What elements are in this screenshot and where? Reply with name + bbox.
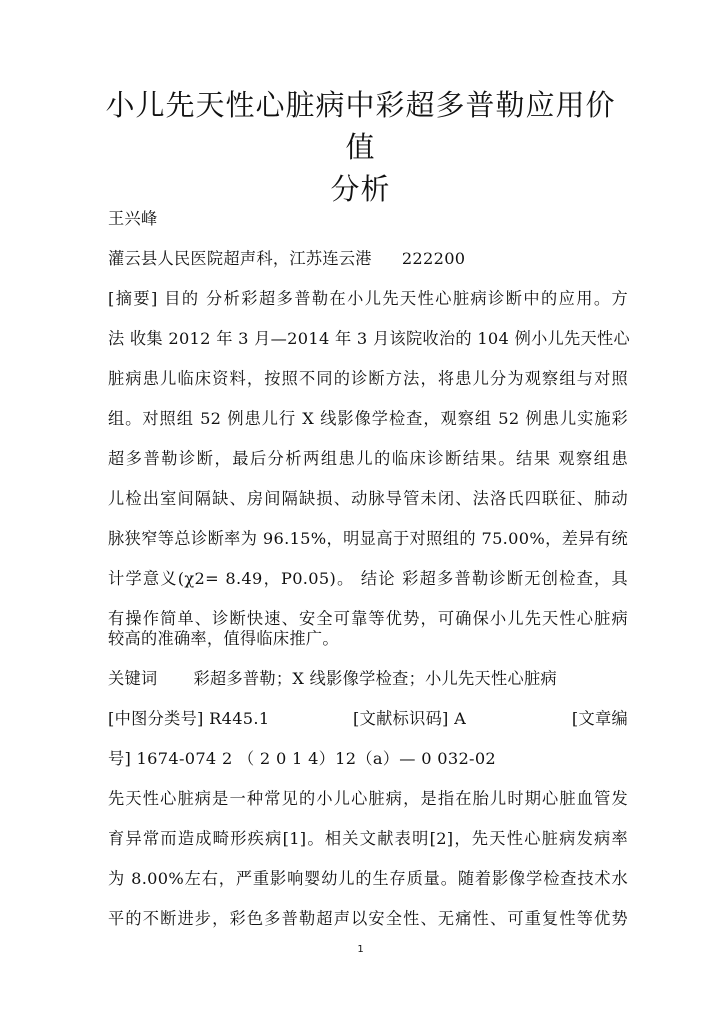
keywords-value: 彩超多普勒；X 线影像学检查；小儿先天性心脏病 [193,669,557,688]
doc-code-label: [文献标识码] [353,709,449,728]
abstract-line: 法 收集 2012 年 3 月—2014 年 3 月该院收治的 104 例小儿先天性心 [108,329,630,348]
abstract-line: 儿检出室间隔缺、房间隔缺损、动脉导管未闭、法洛氏四联征、肺动 [108,489,628,508]
abstract-line: 有操作简单、诊断快速、安全可靠等优势，可确保小儿先天性心脏病 [108,609,628,628]
doc-code [353,709,466,729]
abstract-line: 脉狭窄等总诊断率为 96.15%，明显高于对照组的 75.00%，差异有统 [108,529,628,548]
author-name: 王兴峰 [108,209,158,228]
page-number: 1 [357,944,364,955]
paper-title-line-2: 分析 [330,172,391,206]
affiliation [108,249,628,269]
abstract-line: 组。对照组 52 例患儿行 X 线影像学检查，观察组 52 例患儿实施彩 [108,409,628,428]
affiliation-postcode: 222200 [401,249,466,268]
abstract-line: [摘要] 目的 分析彩超多普勒在小儿先天性心脏病诊断中的应用。方 [108,289,628,308]
clc-label: [中图分类号] [108,709,204,728]
body-line: 先天性心脏病是一种常见的小儿心脏病，是指在胎儿时期心脏血管发 [108,789,628,808]
paper-title-line-1: 小儿先天性心脏病中彩超多普勒应用价值 [105,88,616,164]
abstract-line: 计学意义(χ2= 8.49，P0.05)。 结论 彩超多普勒诊断无创检查，具 [108,569,628,588]
affiliation-org: 灌云县人民医院超声科，江苏连云港 [108,249,372,268]
body-line: 为 8.00%左右，严重影响婴幼儿的生存质量。随着影像学检查技术水 [108,869,628,888]
body-line: 平的不断进步，彩色多普勒超声以安全性、无痛性、可重复性等优势 [108,909,628,928]
article-number: 号] 1674-074 2 （ 2 0 1 4）12（a）— 0 032-02 [108,749,497,768]
classification-line [108,709,628,729]
abstract-line: 较高的准确率，值得临床推广。 [108,629,339,648]
keywords [108,669,628,689]
abstract-line: 超多普勒诊断，最后分析两组患儿的临床诊断结果。结果 观察组患 [108,449,628,468]
abstract-line: 脏病患儿临床资料，按照不同的诊断方法，将患儿分为观察组与对照 [108,369,628,388]
keywords-label: 关键词 [108,669,158,688]
paper-title [100,84,621,210]
article-no-label: [文章编 [571,709,628,728]
clc-value: R445.1 [209,709,270,728]
doc-code-value: A [454,709,467,728]
body-line: 育异常而造成畸形疾病[1]。相关文献表明[2]，先天性心脏病发病率 [108,829,628,848]
